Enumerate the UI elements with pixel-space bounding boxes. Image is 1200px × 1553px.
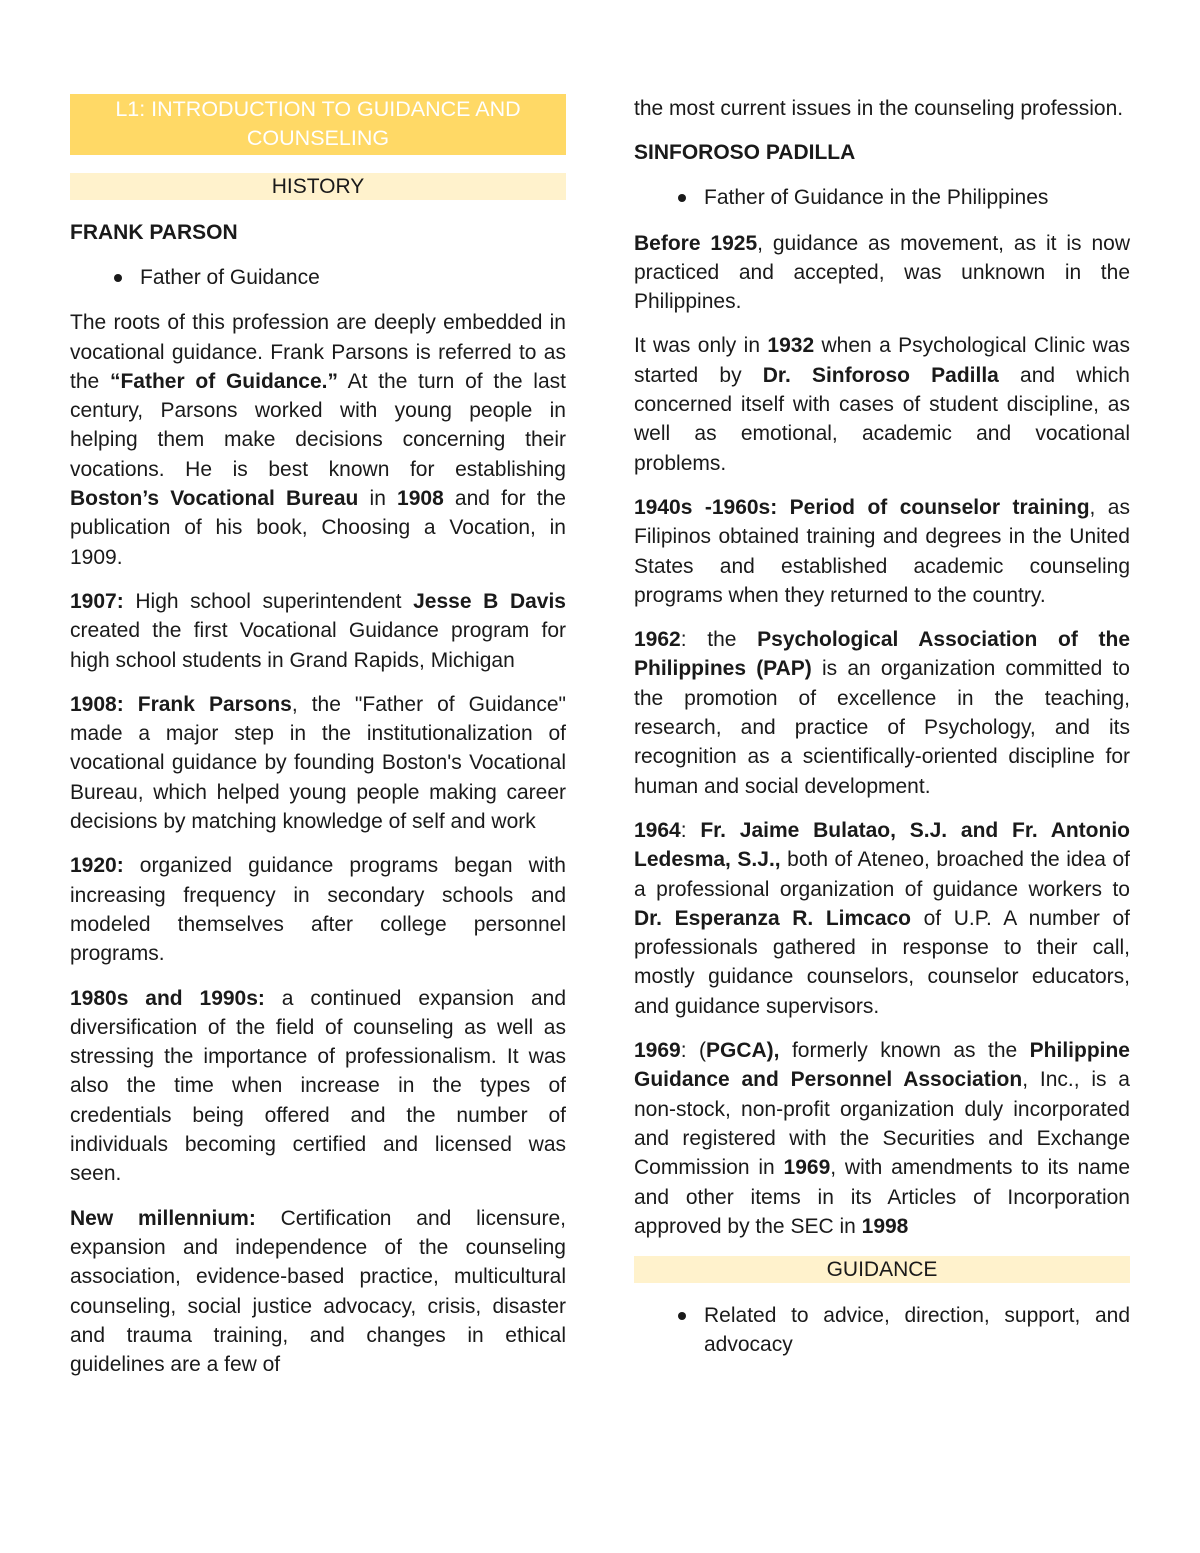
list-item: Father of Guidance	[140, 263, 566, 292]
left-column	[70, 94, 566, 1394]
bullet-icon	[678, 1312, 686, 1320]
continued-paragraph: the most current issues in the counseling profession.	[634, 97, 1124, 120]
bullet-icon	[114, 274, 122, 282]
lesson-title: L1: INTRODUCTION TO GUIDANCE AND COUNSELING	[70, 94, 566, 155]
bullet-icon	[678, 194, 686, 202]
paragraph-1932: It was only in 1932 when a Psychological Clinic was started by Dr. Sinforoso Padilla and which concerned itself with cases of student discipline, as well as emotional, academic and vocational problems.	[634, 334, 1130, 475]
right-column	[634, 94, 1130, 1376]
list-item: Related to advice, direction, support, and advocacy	[704, 1301, 1130, 1360]
frank-parson-list	[70, 263, 566, 292]
paragraph-1920: 1920: organized guidance programs began with increasing frequency in secondary schools and modeled themselves after college personnel programs.	[70, 854, 566, 966]
guidance-heading: GUIDANCE	[634, 1256, 1130, 1283]
history-heading: HISTORY	[70, 173, 566, 200]
list-item: Father of Guidance in the Philippines	[704, 183, 1130, 212]
paragraph-1940s: 1940s -1960s: Period of counselor training, as Filipinos obtained training and degrees in the United States and established academic counseling programs when they returned to the country.	[634, 495, 1130, 607]
paragraph-new-millennium: New millennium: Certification and licensure, expansion and independence of the counseling association, evidence-based practice, multicultural counseling, social justice advocacy, crisis, disaster and trauma training, and changes in ethical guidelines are a few of	[70, 1206, 566, 1377]
paragraph-1980s: 1980s and 1990s: a continued expansion and diversification of the field of counseling as well as stressing the importance of professionalism. It was also the time when increase in the types of credentials being offered and the number of individuals becoming certified and licensed was seen.	[70, 986, 566, 1186]
paragraph-1907: 1907: High school superintendent Jesse B Davis created the first Vocational Guidance program for high school students in Grand Rapids, Michigan	[70, 589, 566, 672]
padilla-list	[634, 183, 1130, 212]
paragraph-1908: 1908: Frank Parsons, the "Father of Guidance" made a major step in the institutionalization of vocational guidance by founding Boston's Vocational Bureau, which helped young people making career decisions by matching knowledge of self and work	[70, 692, 566, 834]
frank-parson-heading: FRANK PARSON	[70, 221, 238, 244]
paragraph-1964: 1964: Fr. Jaime Bulatao, S.J. and Fr. Antonio Ledesma, S.J., both of Ateneo, broached the idea of a professional organization of guidance workers to Dr. Esperanza R. Limcaco of U.P. A number of professionals gathered in response to their call, mostly guidance counselors, counselor educators, and guidance supervisors.	[634, 818, 1130, 1018]
roots-paragraph: The roots of this profession are deeply embedded in vocational guidance. Frank Parsons is referred to as the “Father of Guidance.” At the turn of the last century, Parsons worked with young people in helping them make decisions concerning their vocations. He is best known for establishing Boston’s Vocational Bureau in 1908 and for the publication of his book, Choosing a Vocation, in 1909.	[70, 311, 566, 569]
paragraph-1969: 1969: (PGCA), formerly known as the Philippine Guidance and Personnel Association, Inc., is a non-stock, non-profit organization duly incorporated and registered with the Securities and Exchange Commission in 1969, with amendments to its name and other items in its Articles of Incorporation approved by the SEC in 1998	[634, 1039, 1130, 1238]
guidance-list	[634, 1301, 1130, 1360]
paragraph-1962: 1962: the Psychological Association of the Philippines (PAP) is an organization committed to the promotion of excellence in the teaching, research, and practice of Psychology, and its recognition as a scientifically-oriented discipline for human and social development.	[634, 628, 1130, 798]
sinforoso-padilla-heading: SINFOROSO PADILLA	[634, 141, 856, 165]
paragraph-1925: Before 1925, guidance as movement, as it is now practiced and accepted, was unknown in the Philippines.	[634, 231, 1130, 314]
